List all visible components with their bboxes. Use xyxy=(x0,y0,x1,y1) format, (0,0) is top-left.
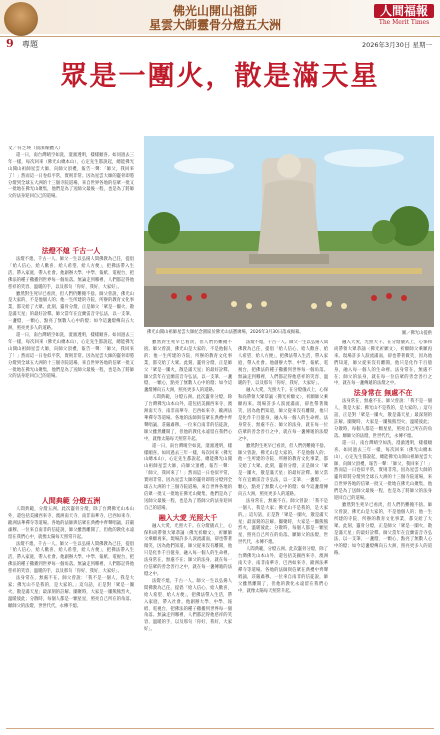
logo-chinese: 人間福報 xyxy=(374,4,434,18)
paragraph: 人間典範，分燈五洲。此次靈骨分燈，除了台灣佛光山本山外，還包括美國西來寺、澳洲南天寺、南非南華寺、巴西如來寺、歐洲法華禪寺等道場。各地的法師與信眾在典禮中齊聲唱誦，莊嚴肅穆。一位來自南非的信徒說，師父雖然離開了，但他的教化永遠留在我們心中，就像太陽每天照常升起。 xyxy=(8,507,134,540)
paragraph: 還一日，南台灣晴空如洗，澄澈透明，樣樣順喜。如同過去三年一樣，每次回來（佛光山總本山），心定先生都說起，總能佛光山開山祖師星雲大師，向師父頂禮，報告一聲：「師父，我回來了！」然而這一日卷似平常，實則非常。因為星雲大師的靈骨即將分燈到全球五大洲的十三個寺院道場，來自世界各地的信眾一批又一批地在佛光山聚集，他們是為了送師父最後一程，也是為了將師父的法身迎回自己的道場。 xyxy=(334,440,432,502)
subhead-3: 融入大愛 光照大千 xyxy=(158,513,218,522)
header-title-line1: 佛光山開山祖師 xyxy=(172,4,257,18)
paragraph: 雖然對生死早已看淡，但人們仍難掩不捨。師父曾說，佛光山是大家的，不是他個人的；他一生所建的寺院、所辦的教育文化事業，都交給了大眾。此刻，靈骨分燈，正是師父「眾是一團火，散是滿天星」的最好詮釋。師父當年在宜蘭雷音寺弘法，以一支筆、一盞燈、一顆心，點亮了無數人心中的燈；如今這盞燈傳向五大洲，照亮更多人的道路。 xyxy=(334,502,432,557)
article-column-2 xyxy=(144,340,232,726)
header-divider xyxy=(0,36,440,37)
subhead-2: 人間典範 分燈五洲 xyxy=(41,497,101,505)
paragraph: 融入大愛，光照大千。在分燈儀式上，心保和尚帶領大眾恭誦〈佛光祈願文〉，祈願師父乘願再來。現場許多人淚流滿面，卻也帶著微笑，因為他們知道，師父從來沒有離開，他只是化作千百億身，融入每一個人的生命裡。法身常在，無處不在；師父的法身，就在每一位信眾的善念善行之中，就在每一盞傳遞的法燈之中。 xyxy=(238,388,328,442)
paragraph: 還一日，南台灣晴空如洗，澄澈透明，樣樣順喜。如同過去三年一樣，每次回來（佛光山總本山），心定先生都說起，總能佛光山開山祖師星雲大師，向師父頂禮，報告一聲：「師父，我回來了！」然而這一日卷似平常，實則非常。因為星雲大師的靈骨即將分燈到全球五大洲的十三個寺院道場，來自世界各地的信眾一批又一批地在佛光山聚集，他們是為了送師父最後一程，也是為了將師父的法身迎回自己的道場。 xyxy=(8,152,134,200)
newspaper-logo xyxy=(374,4,434,28)
photo-credit: 圖／佛光山提供 xyxy=(401,331,432,336)
page-number: 9 xyxy=(6,37,14,50)
subhead-1: 法燈不熄 千古一人 xyxy=(41,247,101,255)
logo-english: The Merit Times xyxy=(378,19,430,26)
paragraph: 雖然對生死早已看淡，但人們仍難掩不捨。師父曾說，佛光山是大家的，不是他個人的；他一生所建的寺院、所辦的教育文化事業，都交給了大眾。此刻，靈骨分燈，正是師父「眾是一團火，散是滿天星」的最好詮釋。師父當年在宜蘭雷音寺弘法，以一支筆、一盞燈、一顆心，點亮了無數人心中的燈；如今這盞燈傳向五大洲，照亮更多人的道路。 xyxy=(8,291,134,332)
paragraph: 雖然對生死早已看淡，但人們仍難掩不捨。師父曾說，佛光山是大家的，不是他個人的；他一生所建的寺院、所辦的教育文化事業，都交給了大眾。此刻，靈骨分燈，正是師父「眾是一團火，散是滿天星」的最好詮釋。師父當年在宜蘭雷音寺弘法，以一支筆、一盞燈、一顆心，點亮了無數人心中的燈；如今這盞燈傳向五大洲，照亮更多人的道路。 xyxy=(238,443,328,497)
paragraph: 法燈不熄，千古一人。師父一生以弘揚人間佛教為己任，提倡「給人信心、給人歡喜、給人希望、給人方便」，把佛法帶入生活，帶入家庭，帶入社會。他創辦大學、中學、報紙、電視台，把佛法的種子撒播到世界每一個角落。無論走到哪裡，人們都記得他慈祥的笑容、溫暖的手，以及那句「你好，我好，大家好」。 xyxy=(8,541,134,575)
paragraph: 人間典範，分燈五洲。此次靈骨分燈，除了台灣佛光山本山外，還包括美國西來寺、澳洲南天寺、南非南華寺、巴西如來寺、歐洲法華禪寺等道場。各地的法師與信眾在典禮中齊聲唱誦，莊嚴肅穆。一位來自南非的信徒說，師父雖然離開了，但他的教化永遠留在我們心中，就像太陽每天照常升起。 xyxy=(144,395,232,442)
article-column-1b xyxy=(8,246,134,496)
paragraph: 還一日，南台灣晴空如洗，澄澈透明，樣樣順喜。如同過去三年一樣，每次回來（佛光山總本山），心定先生都說起，總能佛光山開山祖師星雲大師，向師父頂禮，報告一聲：「師父，我回來了！」然而這一日卷似平常，實則非常。因為星雲大師的靈骨即將分燈到全球五大洲的十三個寺院道場，來自世界各地的信眾一批又一批地在佛光山聚集，他們是為了送師父最後一程，也是為了將師父的法身迎回自己的道場。 xyxy=(144,443,232,511)
article-column-1 xyxy=(8,146,134,246)
master-portrait-icon xyxy=(4,2,38,36)
paragraph: 人間典範，分燈五洲。此次靈骨分燈，除了台灣佛光山本山外，還包括美國西來寺、澳洲南天寺、南非南華寺、巴西如來寺、歐洲法華禪寺等道場。各地的法師與信眾在典禮中齊聲唱誦，莊嚴肅穆。一位來自南非的信徒說，師父雖然離開了，但他的教化永遠留在我們心中，就像太陽每天照常升起。 xyxy=(238,547,328,594)
article-column-3 xyxy=(238,340,328,726)
paragraph: 融入大愛，光照大千。在分燈儀式上，心保和尚帶領大眾恭誦〈佛光祈願文〉，祈願師父乘願再來。現場許多人淚流滿面，卻也帶著微笑，因為他們知道，師父從來沒有離開，他只是化作千百億身，融入每一個人的生命裡。法身常在，無處不在；師父的法身，就在每一位信眾的善念善行之中，就在每一盞傳遞的法燈之中。 xyxy=(144,523,232,577)
page-header xyxy=(0,0,440,52)
header-title-line2: 星雲大師靈骨分燈五大洲 xyxy=(148,18,281,32)
paragraph: 雖然對生死早已看淡，但人們仍難掩不捨。師父曾說，佛光山是大家的，不是他個人的；他一生所建的寺院、所辦的教育文化事業，都交給了大眾。此刻，靈骨分燈，正是師父「眾是一團火，散是滿天星」的最好詮釋。師父當年在宜蘭雷音寺弘法，以一支筆、一盞燈、一顆心，點亮了無數人心中的燈；如今這盞燈傳向五大洲，照亮更多人的道路。 xyxy=(144,340,232,394)
section-label: 專題 xyxy=(22,40,38,49)
paragraph: 法燈不熄，千古一人。師父一生以弘揚人間佛教為己任，提倡「給人信心、給人歡喜、給人希望、給人方便」，把佛法帶入生活，帶入家庭，帶入社會。他創辦大學、中學、報紙、電視台，把佛法的種子撒播到世界每一個角落。無論走到哪裡，人們都記得他慈祥的笑容、溫暖的手，以及那句「你好，我好，大家好」。 xyxy=(238,340,328,387)
paragraph: 法身常在，無處不在。師父曾說：「我不是一個人，我是大家；佛光山不是我的，是大家的。」這句話，正是對「眾是一團火，散是滿天星」最深刻的註解。團聚時，大家是一團熊熊烈火，溫暖彼此；分散時，每個人都是一顆星星，照亮自己所在的角落。願師父的法燈，世世代代，永傳不熄。 xyxy=(334,399,432,439)
subhead-4: 法身常在 無處不在 xyxy=(353,389,413,398)
photo-illustration xyxy=(144,136,434,327)
paragraph: 法燈不熄，千古一人。師父一生以弘揚人間佛教為己任，提倡「給人信心、給人歡喜、給人希望、給人方便」，把佛法帶入生活，帶入家庭，帶入社會。他創辦大學、中學、報紙、電視台，把佛法的種子撒播到世界每一個角落。無論走到哪裡，人們都記得他慈祥的笑容、溫暖的手，以及那句「你好，我好，大家好」。 xyxy=(144,578,232,633)
paragraph: 法身常在，無處不在。師父曾說：「我不是一個人，我是大家；佛光山不是我的，是大家的。」這句話，正是對「眾是一團火，散是滿天星」最深刻的註解。團聚時，大家是一團熊熊烈火，溫暖彼此；分散時，每個人都是一顆星星，照亮自己所在的角落。願師父的法燈，世世代代，永傳不熄。 xyxy=(238,498,328,546)
byline: 文／符芝瑛（資深媒體人） xyxy=(8,146,64,151)
headline: 眾是一團火，散是滿天星 xyxy=(60,61,380,92)
paragraph: 融入大愛，光照大千。在分燈儀式上，心保和尚帶領大眾恭誦〈佛光祈願文〉，祈願師父乘願再來。現場許多人淚流滿面，卻也帶著微笑，因為他們知道，師父從來沒有離開，他只是化作千百億身，融入每一個人的生命裡。法身常在，無處不在；師父的法身，就在每一位信眾的善念善行之中，就在每一盞傳遞的法燈之中。 xyxy=(334,340,432,387)
photo-caption: 佛光山開山祖師星雲大師紀念園區於佛光山法寶廣場，2026年3月30日落成揭幕。 xyxy=(147,330,304,335)
article-column-4 xyxy=(334,340,432,726)
header-title xyxy=(140,4,290,32)
bottom-divider xyxy=(6,728,434,729)
paragraph: 還一日，南台灣晴空如洗，澄澈透明，樣樣順喜。如同過去三年一樣，每次回來（佛光山總本山），心定先生都說起，總能佛光山開山祖師星雲大師，向師父頂禮，報告一聲：「師父，我回來了！」然而這一日卷似平常，實則非常。因為星雲大師的靈骨即將分燈到全球五大洲的十三個寺院道場，來自世界各地的信眾一批又一批地在佛光山聚集，他們是為了送師父最後一程，也是為了將師父的法身迎回自己的道場。 xyxy=(8,332,134,380)
ceremony-photo xyxy=(144,136,434,327)
paragraph: 法燈不熄，千古一人。師父一生以弘揚人間佛教為己任，提倡「給人信心、給人歡喜、給人希望、給人方便」，把佛法帶入生活，帶入家庭，帶入社會。他創辦大學、中學、報紙、電視台，把佛法的種子撒播到世界每一個角落。無論走到哪裡，人們都記得他慈祥的笑容、溫暖的手，以及那句「你好，我好，大家好」。 xyxy=(8,257,134,290)
article-column-1c xyxy=(8,496,134,726)
paragraph: 法身常在，無處不在。師父曾說：「我不是一個人，我是大家；佛光山不是我的，是大家的。」這句話，正是對「眾是一團火，散是滿天星」最深刻的註解。團聚時，大家是一團熊熊烈火，溫暖彼此；分散時，每個人都是一顆星星，照亮自己所在的角落。願師父的法燈，世世代代，永傳不熄。 xyxy=(8,576,134,609)
issue-date: 2026年3月30日 星期一 xyxy=(361,41,432,49)
